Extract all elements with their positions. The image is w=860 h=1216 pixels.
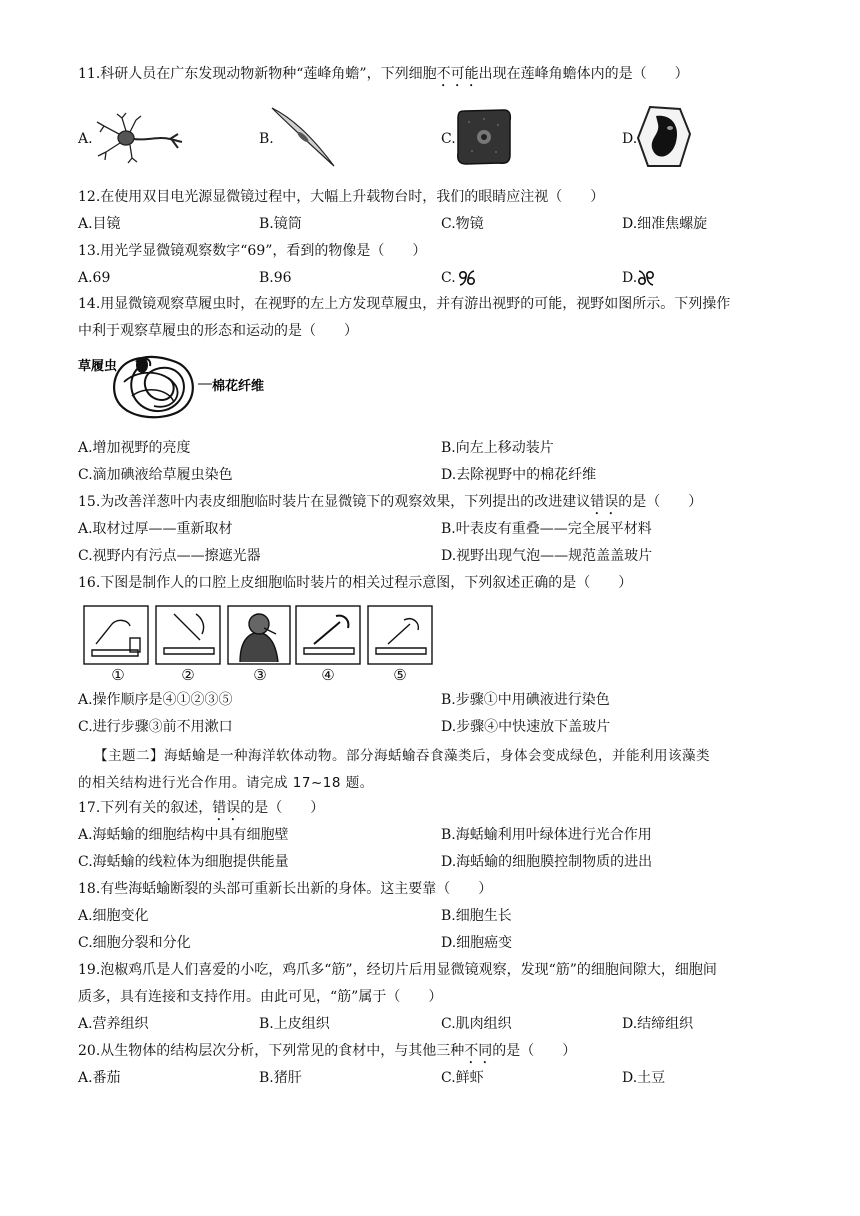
question-17-option-c[interactable]: C.海蛞蝓的线粒体为细胞提供能量 (78, 854, 289, 870)
question-13-stem: 13.用光学显微镜观察数字“69”，看到的物像是（ ） (78, 243, 427, 259)
question-19-stem-line1: 19.泡椒鸡爪是人们喜爱的小吃，鸡爪多“筋”，经切片后用显微镜观察，发现“筋”的细胞间隙大，细胞间 (78, 962, 717, 978)
question-11-option-a[interactable]: A. (78, 131, 93, 147)
mirrored-69-glyph-image (637, 270, 655, 286)
topic-2-intro-line1: 【主题二】海蛞蝓是一种海洋软体动物。部分海蛞蝓吞食藻类后，身体会变成绿色，并能利用该藻类 (94, 748, 710, 764)
question-19-option-d[interactable]: D.结缔组织 (622, 1016, 694, 1032)
question-20-option-a[interactable]: A.番茄 (78, 1070, 121, 1086)
question-11-option-b[interactable]: B. (259, 131, 274, 147)
question-19-option-b[interactable]: B.上皮组织 (259, 1016, 330, 1032)
question-15-option-b[interactable]: B.叶表皮有重叠——完全展平材料 (441, 521, 652, 537)
question-13-option-b[interactable]: B.96 (259, 270, 292, 286)
question-16-option-d[interactable]: D.步骤④中快速放下盖玻片 (441, 719, 611, 735)
epithelial-cell-image (454, 107, 514, 167)
paramecium-field-of-view-image (78, 352, 268, 424)
question-19-option-a[interactable]: A.营养组织 (78, 1016, 149, 1032)
question-13-option-a[interactable]: A.69 (78, 270, 111, 286)
question-12-option-a[interactable]: A.目镜 (78, 216, 121, 232)
question-17-option-a[interactable]: A.海蛞蝓的细胞结构中具有细胞壁 (78, 827, 289, 843)
question-15-option-d[interactable]: D.视野出现气泡——规范盖盖玻片 (441, 548, 653, 564)
question-15-option-a[interactable]: A.取材过厚——重新取材 (78, 521, 233, 537)
question-12-stem: 12.在使用双目电光源显微镜过程中，大幅上升载物台时，我们的眼睛应注视（ ） (78, 189, 605, 205)
question-20-stem: 20.从生物体的结构层次分析，下列常见的食材中，与其他三种不同的是（ ） (78, 1043, 577, 1059)
question-14-option-d[interactable]: D.去除视野中的棉花纤维 (441, 467, 597, 483)
question-12-option-d[interactable]: D.细准焦螺旋 (622, 216, 708, 232)
figure-label-cotton-fiber: 棉花纤维 (212, 379, 265, 394)
question-16-option-c[interactable]: C.进行步骤③前不用漱口 (78, 719, 233, 735)
question-18-option-a[interactable]: A.细胞变化 (78, 908, 149, 924)
question-17-option-d[interactable]: D.海蛞蝓的细胞膜控制物质的进出 (441, 854, 653, 870)
question-17-stem: 17.下列有关的叙述，错误的是（ ） (78, 800, 325, 816)
question-11-option-d[interactable]: D. (622, 131, 638, 147)
question-14-option-b[interactable]: B.向左上移动装片 (441, 440, 554, 456)
question-18-stem: 18.有些海蛞蝓断裂的头部可重新长出新的身体。这主要靠（ ） (78, 881, 493, 897)
step-label-2: ② (181, 666, 195, 684)
question-13-option-d[interactable]: D. (622, 270, 638, 286)
question-16-option-a[interactable]: A.操作顺序是④①②③⑤ (78, 692, 233, 708)
question-18-option-d[interactable]: D.细胞癌变 (441, 935, 513, 951)
question-14-stem-line2: 中利于观察草履虫的形态和运动的是（ ） (78, 323, 358, 339)
question-12-option-b[interactable]: B.镜筒 (259, 216, 302, 232)
question-11-stem: 11.科研人员在广东发现动物新物种“莲峰角蟾”，下列细胞不可能出现在莲峰角蟾体内的是（ ） (78, 66, 689, 82)
question-15-stem: 15.为改善洋葱叶内表皮细胞临时装片在显微镜下的观察效果，下列提出的改进建议错误的是（ ） (78, 494, 703, 510)
step-label-3: ③ (253, 666, 267, 684)
question-20-option-b[interactable]: B.猪肝 (259, 1070, 302, 1086)
question-18-option-b[interactable]: B.细胞生长 (441, 908, 512, 924)
question-18-option-c[interactable]: C.细胞分裂和分化 (78, 935, 191, 951)
mouth-cell-slide-steps-image (78, 604, 438, 684)
question-15-option-c[interactable]: C.视野内有污点——擦遮光器 (78, 548, 261, 564)
question-14-option-a[interactable]: A.增加视野的亮度 (78, 440, 191, 456)
question-20-option-c[interactable]: C.鲜虾 (441, 1070, 484, 1086)
question-12-option-c[interactable]: C.物镜 (441, 216, 484, 232)
question-14-option-c[interactable]: C.滴加碘液给草履虫染色 (78, 467, 233, 483)
question-19-option-c[interactable]: C.肌肉组织 (441, 1016, 512, 1032)
muscle-cell-image (270, 104, 338, 168)
step-label-4: ④ (321, 666, 335, 684)
plant-cell-image (636, 104, 692, 170)
neuron-cell-image (92, 112, 188, 164)
rotated-69-glyph-image (458, 270, 476, 286)
question-16-stem: 16.下图是制作人的口腔上皮细胞临时装片的相关过程示意图，下列叙述正确的是（ ） (78, 575, 633, 591)
question-20-option-d[interactable]: D.土豆 (622, 1070, 666, 1086)
step-label-1: ① (111, 666, 125, 684)
question-17-option-b[interactable]: B.海蛞蝓利用叶绿体进行光合作用 (441, 827, 652, 843)
step-label-5: ⑤ (393, 666, 407, 684)
question-13-option-c[interactable]: C. (441, 270, 456, 286)
question-19-stem-line2: 质多，具有连接和支持作用。由此可见，“筋”属于（ ） (78, 989, 443, 1005)
question-14-stem-line1: 14.用显微镜观察草履虫时，在视野的左上方发现草履虫，并有游出视野的可能，视野如图所示。下列操作 (78, 296, 731, 312)
topic-2-intro-line2: 的相关结构进行光合作用。请完成 17~18 题。 (78, 775, 374, 791)
question-11-option-c[interactable]: C. (441, 131, 456, 147)
question-16-option-b[interactable]: B.步骤①中用碘液进行染色 (441, 692, 610, 708)
figure-label-paramecium: 草履虫 (78, 359, 118, 374)
